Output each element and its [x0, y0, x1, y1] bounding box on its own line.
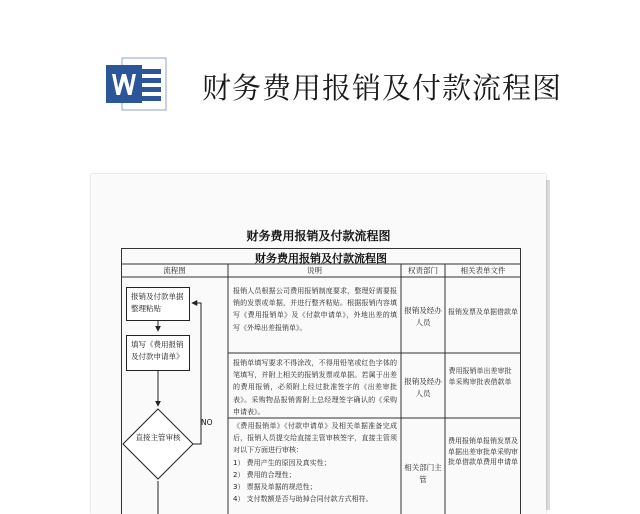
decision-diamond	[123, 409, 193, 479]
row-2-forms: 费用报销单出差审批单采购审批表借款单	[448, 366, 512, 387]
word-document-icon	[104, 55, 168, 113]
row-3-item-3: 3） 票据及单据的规范性；	[233, 481, 399, 493]
row-1-department: 报销及经办人员	[403, 305, 443, 329]
row-1-forms: 报销发票及单据借款单	[448, 307, 518, 318]
row-1-description: 报销人员根据公司费用报销制度要求，整理好需要报销的发票或单据，并进行整齐粘贴。根据报销内容填写《费用报销单》及《付款申请单》，外地出差的填写《外埠出差报销单》。	[233, 285, 397, 334]
page-title: 财务费用报销及付款流程图	[202, 66, 562, 107]
column-header-flowchart: 流程图	[121, 265, 228, 276]
document-page	[91, 174, 546, 514]
document-heading: 财务费用报销及付款流程图	[91, 227, 546, 244]
column-header-description: 说明	[228, 265, 401, 276]
row-3-item-1: 1） 费用产生的原因及真实性；	[233, 457, 399, 469]
flow-step-fill-application: 填写《费用报销及付款申请单》	[126, 335, 190, 371]
column-header-forms: 相关表单文件	[445, 265, 521, 276]
row-2-description: 报销单填写要求不得涂改，不得用铅笔或红色字体的笔填写，并附上相关的报销发票或单据。若属于出差的费用报销，必须附上经过批准签字的《出差审批表》。采购物品报销需附上总经理签字确认的《采购申请表》。	[233, 357, 397, 418]
row-3-item-4: 4） 支付数额是否与助掉合同付款方式相符。	[233, 493, 399, 505]
table-title: 财务费用报销及付款流程图	[121, 250, 521, 266]
process-table	[121, 248, 521, 514]
row-3-description: 《费用报销单》《付款申请单》及相关单据准备完成后，报销人员提交给直接主管审核签字，直接主管须对以下方面进行审核：	[233, 420, 397, 457]
row-3-forms: 费用报销单报销发票及单据出差审批单采购审批单借款单费用申请单	[448, 436, 518, 468]
row-3-department: 相关部门主管	[403, 462, 443, 486]
flow-step-organize-receipts: 报销及付款单据整理粘贴	[126, 287, 190, 321]
row-3-item-2: 2） 费用的合理性；	[233, 469, 399, 481]
flow-no-label: NO	[201, 418, 213, 427]
column-header-department: 权责部门	[401, 265, 445, 276]
row-2-department: 报销及经办人员	[403, 376, 443, 400]
flow-decision-supervisor-review: 直接主管审核	[134, 432, 182, 444]
